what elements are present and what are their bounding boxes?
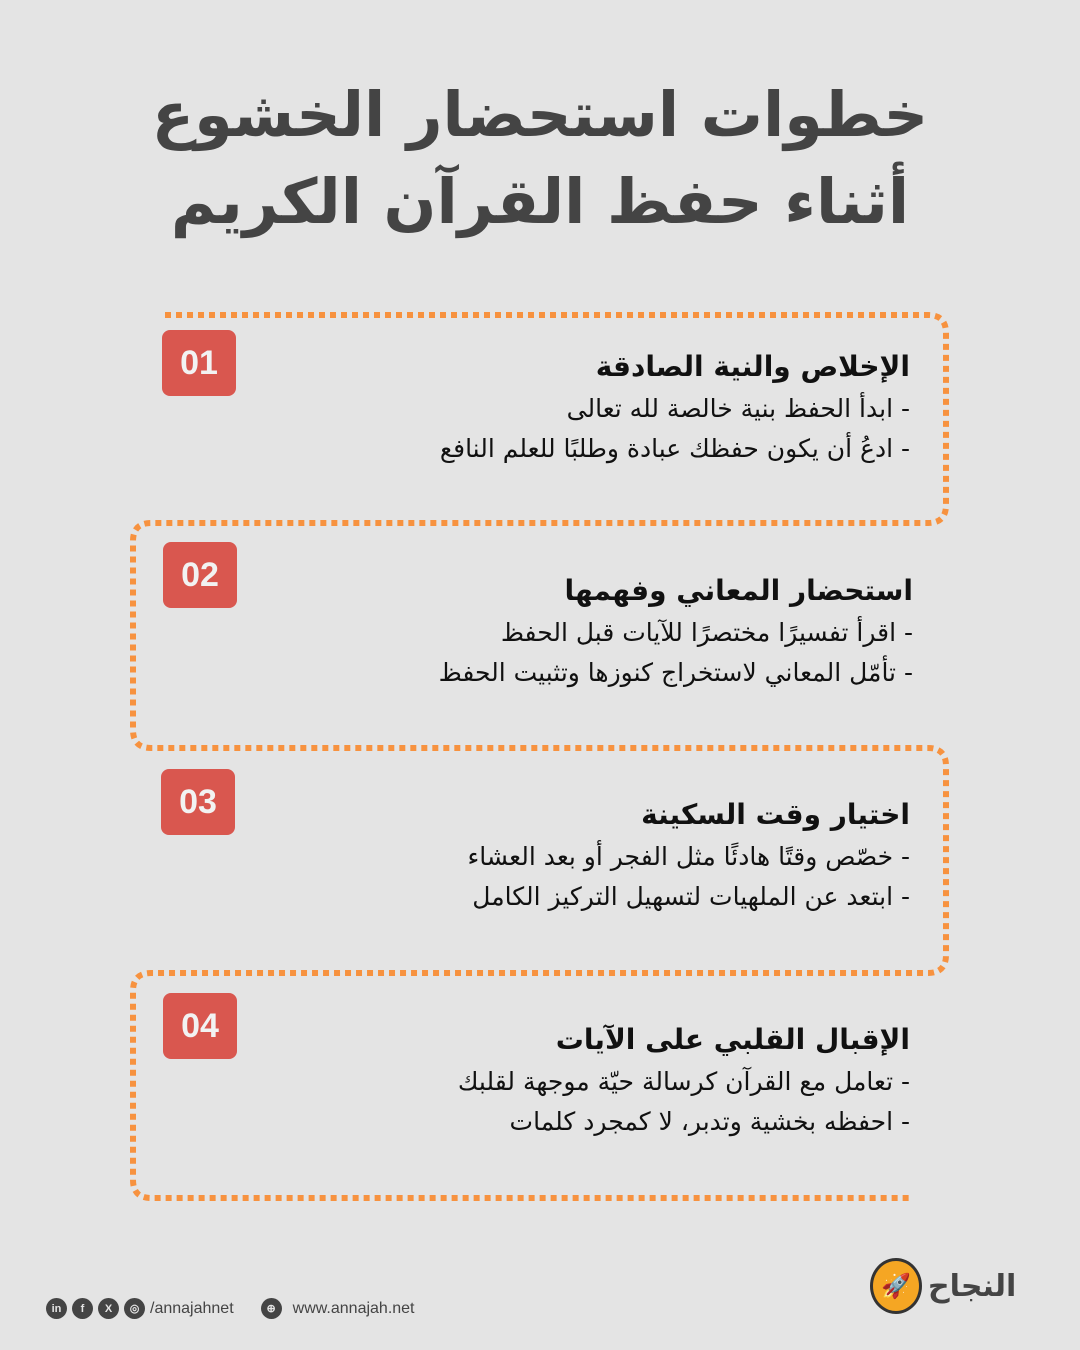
step-number-badge: 04 xyxy=(163,993,237,1059)
footer xyxy=(46,1298,415,1319)
step-1 xyxy=(440,350,910,469)
step-point: - خصّص وقتًا هادئًا مثل الفجر أو بعد العشاء xyxy=(467,842,910,871)
step-number-badge: 02 xyxy=(163,542,237,608)
step-3 xyxy=(467,798,910,917)
step-number-badge: 01 xyxy=(162,330,236,396)
step-point: - ادعُ أن يكون حفظك عبادة وطلبًا للعلم النافع xyxy=(439,434,910,463)
linkedin-icon[interactable]: in xyxy=(46,1298,67,1319)
website-link[interactable]: www.annajah.net xyxy=(292,1299,415,1317)
facebook-icon[interactable]: f xyxy=(72,1298,93,1319)
step-point: - اقرأ تفسيرًا مختصرًا للآيات قبل الحفظ xyxy=(500,618,913,647)
step-heading: الإقبال القلبي على الآيات xyxy=(555,1023,910,1056)
step-point: - ابدأ الحفظ بنية خالصة لله تعالى xyxy=(566,394,910,423)
step-heading: اختيار وقت السكينة xyxy=(641,798,910,831)
x-icon[interactable]: X xyxy=(98,1298,119,1319)
instagram-icon[interactable]: ◎ xyxy=(124,1298,145,1319)
step-point: - تعامل مع القرآن كرسالة حيّة موجهة لقلبك xyxy=(457,1067,910,1096)
brand-logo xyxy=(870,1258,1016,1314)
brand-name: النجاح xyxy=(928,1268,1017,1304)
social-handle[interactable]: /annajahnet xyxy=(150,1299,234,1317)
step-point: - احفظه بخشية وتدبر، لا كمجرد كلمات xyxy=(509,1107,910,1136)
step-point: - تأمّل المعاني لاستخراج كنوزها وتثبيت الحفظ xyxy=(438,658,913,687)
step-heading: استحضار المعاني وفهمها xyxy=(564,574,913,607)
title-line-2: أثناء حفظ القرآن الكريم xyxy=(170,165,910,238)
step-heading: الإخلاص والنية الصادقة xyxy=(595,350,910,383)
step-2 xyxy=(439,574,913,693)
title-line-1: خطوات استحضار الخشوع xyxy=(151,78,929,151)
step-point: - ابتعد عن الملهيات لتسهيل التركيز الكامل xyxy=(472,882,910,911)
step-number-badge: 03 xyxy=(161,769,235,835)
rocket-icon: 🚀 xyxy=(870,1258,922,1314)
step-4 xyxy=(458,1023,910,1142)
globe-icon: ⊕ xyxy=(261,1298,282,1319)
